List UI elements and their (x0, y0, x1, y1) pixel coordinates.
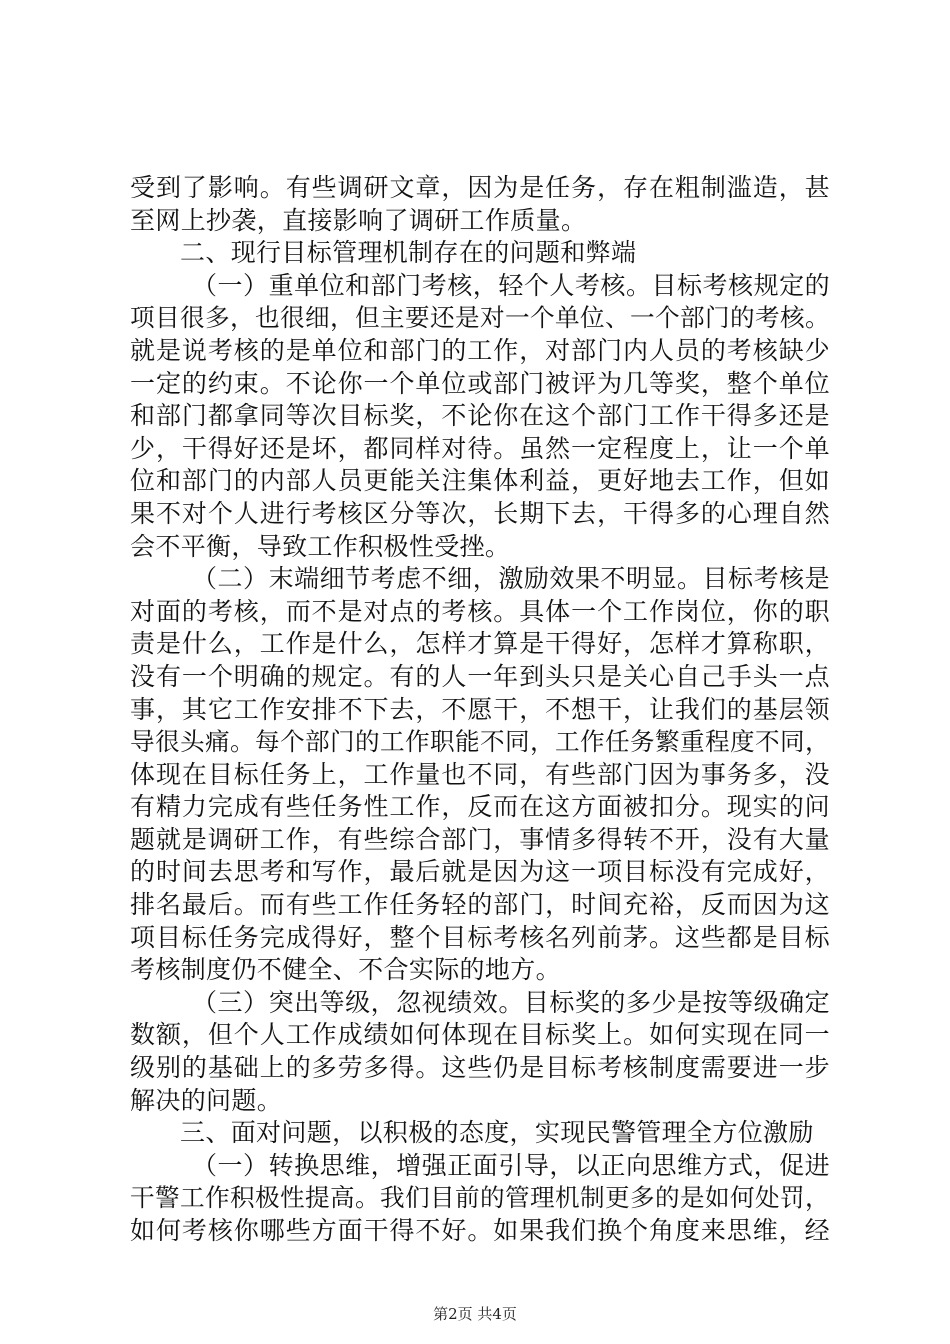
text-line: 体现在目标任务上，工作量也不同，有些部门因为事务多，没 (130, 759, 830, 789)
text-line: 二、现行目标管理机制存在的问题和弊端 (180, 238, 637, 268)
text-line: 位和部门的内部人员更能关注集体利益，更好地去工作，但如 (130, 466, 830, 496)
text-line: （一）重单位和部门考核，轻个人考核。目标考核规定的 (192, 270, 830, 300)
text-line: 解决的问题。 (130, 1085, 283, 1115)
text-line: 排名最后。而有些工作任务轻的部门，时间充裕，反而因为这 (130, 890, 830, 920)
text-line: （一）转换思维，增强正面引导，以正向思维方式，促进 (192, 1150, 830, 1180)
text-line: 少，干得好还是坏，都同样对待。虽然一定程度上，让一个单 (130, 433, 830, 463)
text-line: 一定的约束。不论你一个单位或部门被评为几等奖，整个单位 (130, 368, 830, 398)
text-line: （二）末端细节考虑不细，激励效果不明显。目标考核是 (192, 564, 830, 594)
text-line: （三）突出等级，忽视绩效。目标奖的多少是按等级确定 (192, 987, 830, 1017)
text-line: 事，其它工作安排不下去，不愿干，不想干，让我们的基层领 (130, 694, 830, 724)
text-line: 题就是调研工作，有些综合部门，事情多得转不开，没有大量 (130, 824, 830, 854)
text-line: 项目很多，也很细，但主要还是对一个单位、一个部门的考核。 (130, 303, 830, 333)
text-line: 导很头痛。每个部门的工作职能不同，工作任务繁重程度不同， (130, 727, 830, 757)
text-line: 项目标任务完成得好，整个目标考核名列前茅。这些都是目标 (130, 922, 830, 952)
text-line: 责是什么，工作是什么，怎样才算是干得好，怎样才算称职， (130, 629, 830, 659)
text-line: 和部门都拿同等次目标奖，不论你在这个部门工作干得多还是 (130, 401, 830, 431)
text-line: 的时间去思考和写作，最后就是因为这一项目标没有完成好， (130, 857, 830, 887)
text-line: 三、面对问题，以积极的态度，实现民警管理全方位激励 (180, 1118, 814, 1148)
text-line: 至网上抄袭，直接影响了调研工作质量。 (130, 205, 587, 235)
text-line: 数额，但个人工作成绩如何体现在目标奖上。如何实现在同一 (130, 1020, 830, 1050)
text-line: 受到了影响。有些调研文章，因为是任务，存在粗制滥造，甚 (130, 173, 830, 202)
text-line: 果不对个人进行考核区分等次，长期下去，干得多的心理自然 (130, 498, 830, 528)
text-line: 级别的基础上的多劳多得。这些仍是目标考核制度需要进一步 (130, 1053, 830, 1083)
text-line: 考核制度仍不健全、不合实际的地方。 (130, 955, 561, 985)
text-line: 对面的考核，而不是对点的考核。具体一个工作岗位，你的职 (130, 596, 830, 626)
text-line: 没有一个明确的规定。有的人一年到头只是关心自己手头一点 (130, 661, 830, 691)
text-line: 会不平衡，导致工作积极性受挫。 (130, 531, 511, 561)
document-body (130, 172, 830, 1248)
text-line: 就是说考核的是单位和部门的工作，对部门内人员的考核缺少 (130, 335, 830, 365)
page-number-footer: 第2页 共4页 (433, 1305, 517, 1323)
text-line: 有精力完成有些任务性工作，反而在这方面被扣分。现实的问 (130, 792, 830, 822)
text-line: 干警工作积极性提高。我们目前的管理机制更多的是如何处罚， (130, 1183, 830, 1213)
text-line: 如何考核你哪些方面干得不好。如果我们换个角度来思维，经 (130, 1216, 830, 1245)
